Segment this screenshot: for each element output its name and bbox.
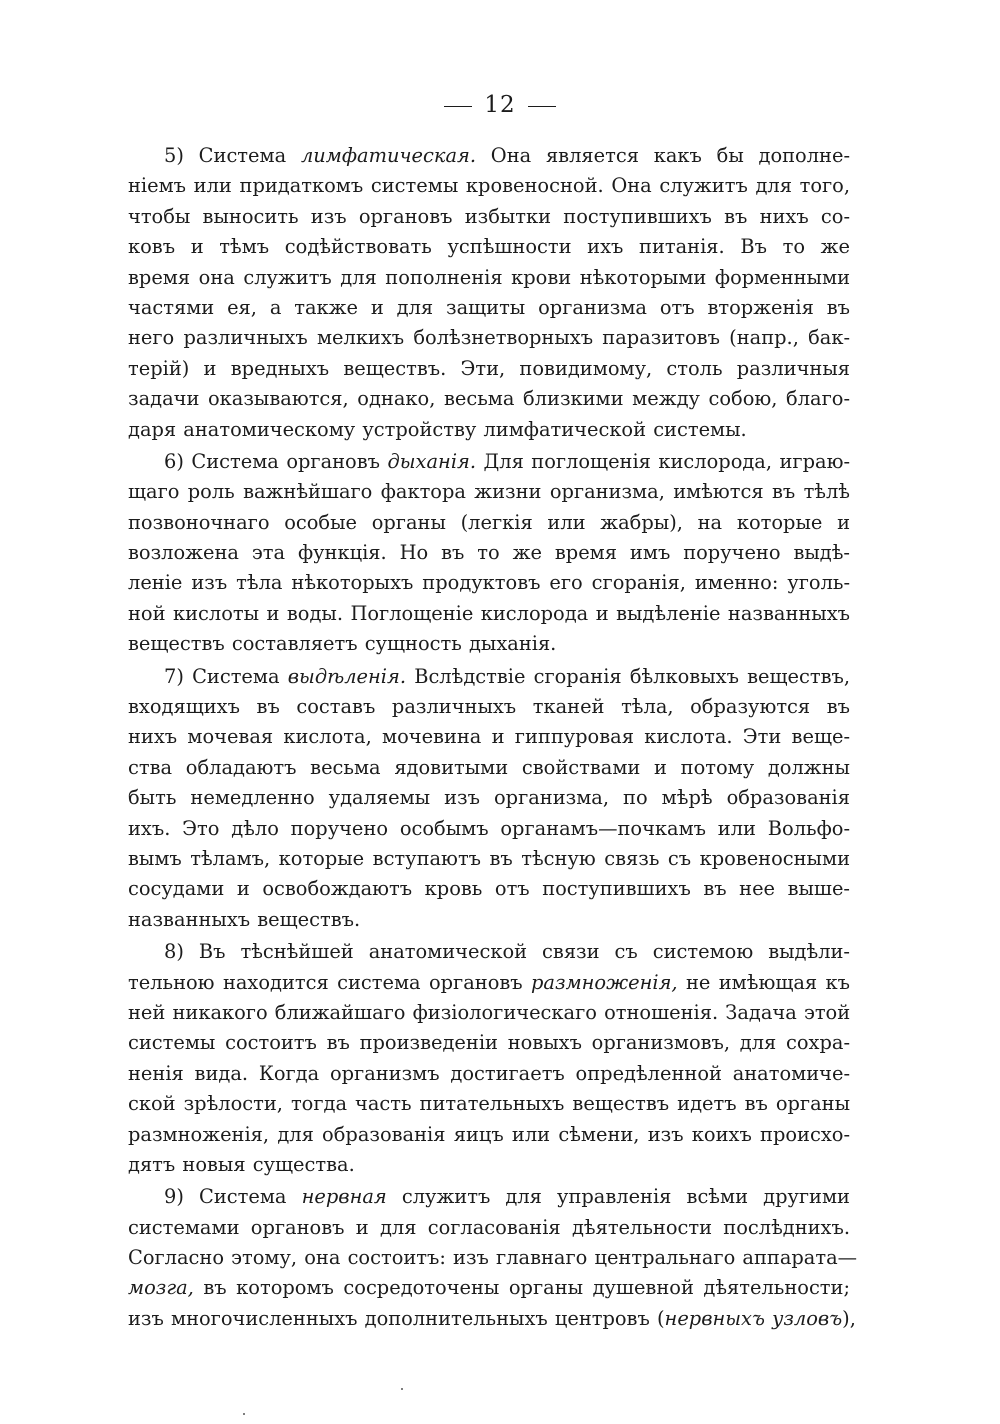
text-run: терій) и вредныхъ веществъ. Эти, повидимому, столь различныя [128,356,850,380]
text-line [128,1059,850,1089]
text-line [128,1273,850,1303]
text-line [128,293,850,323]
text-run: входящихъ въ составъ различныхъ тканей тѣла, образуются въ [128,695,850,719]
text-run: леніе изъ тѣла нѣкоторыхъ продуктовъ его сгоранія, именно: уголь- [128,571,850,595]
text-line [128,844,850,874]
italic-term: лимфатическая. [300,144,477,167]
text-run: быть немедленно удаляемы изъ организма, по мѣрѣ образованія [128,786,850,810]
text-run: системы состоитъ въ произведеніи новыхъ организмовъ, для сохра- [128,1031,850,1055]
text-run: Согласно этому, она состоитъ: изъ главнаго центральнаго аппарата— [128,1246,858,1270]
text-run: дятъ новыя существа. [128,1152,355,1176]
italic-term: размноженія, [531,970,678,994]
text-line [128,783,850,813]
text-run: системами органовъ и для согласованія дѣятельности послѣднихъ. [128,1215,850,1239]
text-run: названныхъ веществъ. [128,907,361,931]
text-line [128,937,850,967]
scan-speck [401,1388,403,1390]
paragraph [128,662,850,936]
text-run: 6) Система органовъ [164,449,388,473]
text-run: Она является какъ бы дополне- [476,144,851,167]
text-line [128,415,850,445]
text-line [128,1089,850,1119]
text-run: ), [842,1306,856,1330]
text-run: тельною находится система органовъ [128,970,532,994]
text-line [128,874,850,904]
page-body-text [128,141,858,1334]
text-line [128,447,850,477]
dash-left [444,106,472,107]
text-line [128,998,850,1028]
text-line [128,1213,850,1243]
text-line [128,1120,850,1150]
text-line [128,477,850,507]
text-line [128,508,850,538]
italic-term: мозга, [128,1276,194,1300]
text-run: вымъ тѣламъ, которые вступаютъ въ тѣсную связь съ кровеносными [128,846,850,870]
text-line [128,1304,856,1334]
text-run: ней никакого ближайшаго физіологическаго отношенія. Задача этой [128,1000,851,1024]
italic-term: дыханія. [387,449,477,473]
page-number: 12 [0,92,1000,118]
text-line [128,662,850,692]
text-line [128,629,850,659]
text-run: нихъ мочевая кислота, мочевина и гиппуровая кислота. Эти веще- [128,725,850,749]
text-line [128,354,850,384]
text-run: въ которомъ сосредоточены органы душевной дѣятельности; [193,1276,850,1300]
text-run: ства обладаютъ весьма ядовитыми свойствами и потому должны [128,755,850,779]
paragraph [128,1182,858,1334]
text-run: него различныхъ мелкихъ болѣзнетворныхъ паразитовъ (напр., бак- [128,326,850,350]
italic-term: нервныхъ узловъ [664,1306,843,1330]
text-line [128,753,850,783]
text-line [128,171,850,201]
italic-term: выдѣленія. [287,664,407,688]
text-run: частями ея, а также и для защиты организма отъ вторженія въ [128,295,850,319]
italic-term: нервная [301,1185,387,1209]
text-run: чтобы выносить изъ органовъ избытки поступившихъ въ нихъ со- [128,204,850,228]
text-run: ненія вида. Когда организмъ достигаетъ опредѣленной анатомиче- [128,1061,850,1085]
text-run: 7) Система [164,664,288,688]
text-run: Вслѣдствіе сгоранія бѣлковыхъ веществъ, [406,664,850,688]
text-line [128,722,850,752]
text-line [128,568,850,598]
text-line [128,1243,858,1273]
text-run: изъ многочисленныхъ дополнительныхъ центровъ ( [128,1306,665,1330]
text-line [128,692,850,722]
text-line [128,599,850,629]
text-run: ніемъ или придаткомъ системы кровеносной. Она служитъ для того, [128,174,850,198]
text-line [128,905,850,935]
text-line [128,1182,850,1212]
text-run: время она служитъ для пополненія крови нѣкоторыми форменными [128,265,850,289]
text-run: ковъ и тѣмъ содѣйствовать успѣшности ихъ питанія. Въ то же [128,235,850,259]
text-run: 9) Система [164,1185,302,1209]
text-line [128,232,850,262]
text-line [128,814,850,844]
text-run: не имѣющая къ [677,970,850,994]
dash-right [528,106,556,107]
text-line [128,1028,850,1058]
text-run: щаго роль важнѣйшаго фактора жизни организма, имѣются въ тѣлѣ [128,480,850,504]
text-run: ской зрѣлости, тогда часть питательныхъ веществъ идетъ въ органы [128,1092,850,1116]
paragraph [128,937,850,1180]
text-run: возложена эта функція. Но въ то же время имъ поручено выдѣ- [128,541,850,565]
text-run: позвоночнаго особые органы (легкія или жабры), на которые и [128,510,850,534]
text-run: задачи оказываются, однако, весьма близкими между собою, благо- [128,387,850,411]
text-line [128,263,850,293]
text-run: ной кислоты и воды. Поглощеніе кислорода и выдѣленіе названныхъ [128,601,850,625]
text-run: сосудами и освобождаютъ кровь отъ поступившихъ въ нее выше- [128,877,850,901]
paragraph [128,141,850,445]
text-run: даря анатомическому устройству лимфатической системы. [128,417,747,441]
text-run: 5) Система [164,144,301,167]
paragraph [128,447,850,660]
text-line [128,202,850,232]
text-line [128,141,850,171]
text-line [128,384,850,414]
text-line [128,968,850,998]
text-run: служитъ для управленія всѣми другими [386,1185,850,1209]
text-line [128,323,850,353]
scan-speck [243,1413,245,1415]
text-run: веществъ составляетъ сущность дыханія. [128,632,557,656]
text-run: размноженія, для образованія яицъ или сѣмени, изъ коихъ происхо- [128,1122,850,1146]
text-run: ихъ. Это дѣло поручено особымъ органамъ—почкамъ или Вольфо- [128,816,850,840]
text-run: Для поглощенія кислорода, играю- [476,449,850,473]
text-line [128,538,850,568]
text-line [128,1150,850,1180]
text-run: 8) Въ тѣснѣйшей анатомической связи съ системою выдѣли- [164,940,850,964]
